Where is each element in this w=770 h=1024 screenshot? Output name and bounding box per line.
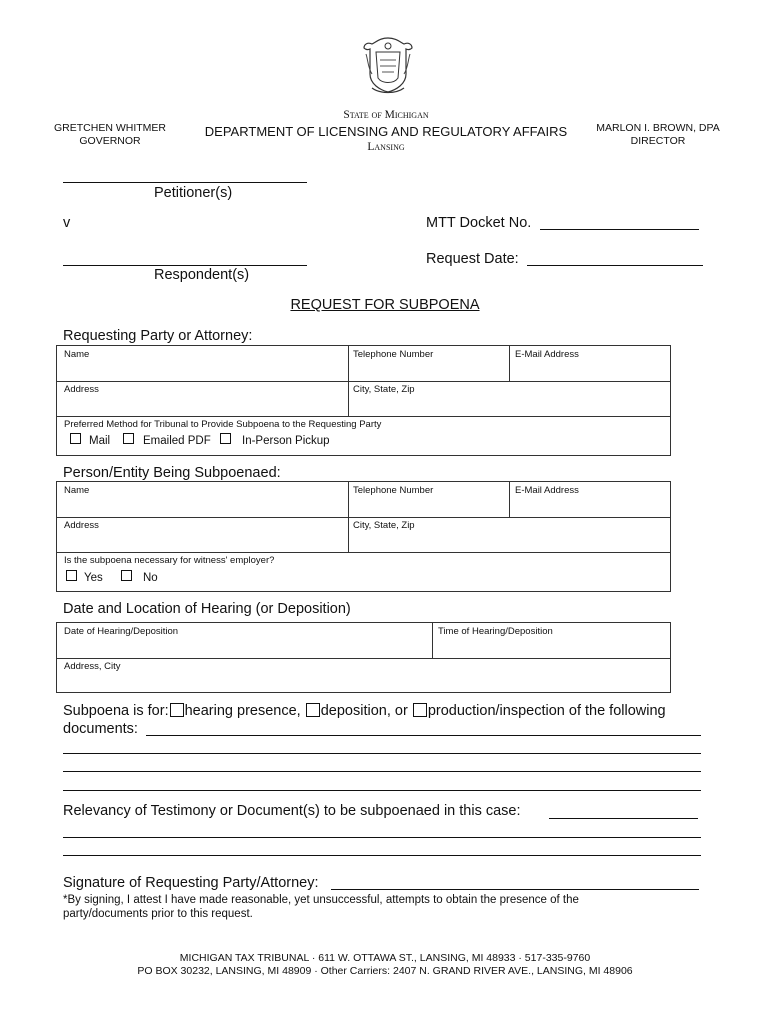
documents-label: documents: — [63, 721, 138, 737]
col-divider — [348, 346, 349, 416]
hearing-presence-label: hearing presence, — [184, 703, 301, 719]
in-person-pickup-checkbox[interactable] — [220, 433, 231, 444]
michigan-seal-icon — [358, 34, 418, 96]
city-label: Lansing — [367, 141, 405, 153]
director-title: DIRECTOR — [630, 135, 686, 147]
department-name: DEPARTMENT OF LICENSING AND REGULATORY AFFAIRS — [204, 124, 568, 139]
documents-line[interactable] — [63, 753, 701, 754]
versus-label: v — [63, 215, 71, 231]
email-field[interactable]: E-Mail Address — [515, 349, 579, 360]
deposition-checkbox[interactable] — [306, 703, 320, 717]
attestation-text — [63, 893, 579, 921]
mail-option-label: Mail — [89, 435, 111, 447]
row-divider — [57, 552, 670, 553]
hearing-date-field[interactable]: Date of Hearing/Deposition — [64, 626, 179, 637]
col-divider — [432, 623, 433, 658]
production-checkbox[interactable] — [413, 703, 427, 717]
hearing-table — [56, 622, 671, 693]
relevancy-line[interactable] — [63, 837, 701, 838]
address-field[interactable]: Address — [64, 384, 99, 395]
production-label: production/inspection of the following — [427, 703, 666, 719]
documents-line[interactable] — [63, 771, 701, 772]
row-divider — [57, 416, 670, 417]
relevancy-line[interactable] — [63, 855, 701, 856]
hearing-time-field[interactable]: Time of Hearing/Deposition — [438, 626, 553, 637]
row-divider — [57, 658, 670, 659]
petitioner-label: Petitioner(s) — [154, 185, 233, 201]
documents-line[interactable] — [146, 735, 701, 736]
documents-line[interactable] — [63, 790, 701, 791]
form-title — [0, 297, 770, 314]
header-center — [196, 109, 576, 154]
emailed-pdf-checkbox[interactable] — [123, 433, 134, 444]
col-divider — [509, 482, 510, 517]
row-divider — [57, 517, 670, 518]
attestation-line: party/documents prior to this request. — [63, 908, 253, 920]
deposition-label: deposition, or — [320, 703, 408, 719]
governor-title: GOVERNOR — [79, 135, 141, 147]
docket-line[interactable] — [540, 229, 699, 230]
docket-label: MTT Docket No. — [426, 215, 532, 231]
address-field[interactable]: Address — [64, 520, 99, 531]
employer-question-label: Is the subpoena necessary for witness' employer? — [64, 555, 275, 566]
email-field[interactable]: E-Mail Address — [515, 485, 579, 496]
governor-name: GRETCHEN WHITMER — [54, 122, 166, 134]
hearing-presence-checkbox[interactable] — [170, 703, 184, 717]
director-block — [588, 122, 728, 148]
emailed-pdf-option-label: Emailed PDF — [143, 435, 211, 447]
hearing-address-field[interactable]: Address, City — [64, 661, 121, 672]
preferred-method-label: Preferred Method for Tribunal to Provide Subpoena to the Requesting Party — [64, 419, 382, 430]
signature-line[interactable] — [331, 889, 699, 890]
respondent-line[interactable] — [63, 265, 307, 266]
no-checkbox[interactable] — [121, 570, 132, 581]
no-option-label: No — [143, 572, 158, 584]
petitioner-line[interactable] — [63, 182, 307, 183]
mail-checkbox[interactable] — [70, 433, 81, 444]
director-name: MARLON I. BROWN, DPA — [596, 122, 720, 134]
name-field[interactable]: Name — [64, 485, 90, 496]
subpoenaed-party-heading: Person/Entity Being Subpoenaed: — [63, 465, 281, 481]
requesting-party-heading: Requesting Party or Attorney: — [63, 328, 253, 344]
subpoena-for-row — [63, 703, 713, 720]
request-date-line[interactable] — [527, 265, 703, 266]
telephone-field[interactable]: Telephone Number — [353, 485, 434, 496]
city-state-zip-field[interactable]: City, State, Zip — [353, 384, 415, 395]
in-person-pickup-option-label: In-Person Pickup — [242, 435, 330, 447]
telephone-field[interactable]: Telephone Number — [353, 349, 434, 360]
request-date-label: Request Date: — [426, 251, 519, 267]
subpoenaed-party-table — [56, 481, 671, 592]
col-divider — [509, 346, 510, 381]
form-title-text: REQUEST FOR SUBPOENA — [290, 297, 480, 313]
yes-checkbox[interactable] — [66, 570, 77, 581]
col-divider — [348, 482, 349, 552]
relevancy-line[interactable] — [549, 818, 698, 819]
name-field[interactable]: Name — [64, 349, 90, 360]
subpoena-for-prefix: Subpoena is for: — [63, 703, 169, 719]
signature-label: Signature of Requesting Party/Attorney: — [63, 875, 319, 891]
hearing-heading: Date and Location of Hearing (or Deposition) — [63, 601, 351, 617]
city-state-zip-field[interactable]: City, State, Zip — [353, 520, 415, 531]
respondent-label: Respondent(s) — [154, 267, 250, 283]
governor-block — [48, 122, 172, 148]
relevancy-label: Relevancy of Testimony or Document(s) to be subpoenaed in this case: — [63, 803, 521, 819]
attestation-line: *By signing, I attest I have made reasonable, yet unsuccessful, attempts to obtain the presence of the — [63, 894, 579, 906]
footer-line: MICHIGAN TAX TRIBUNAL · 611 W. OTTAWA ST., LANSING, MI 48933 · 517-335-9760 — [179, 952, 591, 964]
row-divider — [57, 381, 670, 382]
requesting-party-table — [56, 345, 671, 456]
yes-option-label: Yes — [84, 572, 103, 584]
footer-line: PO BOX 30232, LANSING, MI 48909 · Other Carriers: 2407 N. GRAND RIVER AVE., LANSING, MI 48906 — [137, 965, 633, 977]
footer — [60, 952, 710, 978]
state-label: State of Michigan — [343, 109, 429, 121]
